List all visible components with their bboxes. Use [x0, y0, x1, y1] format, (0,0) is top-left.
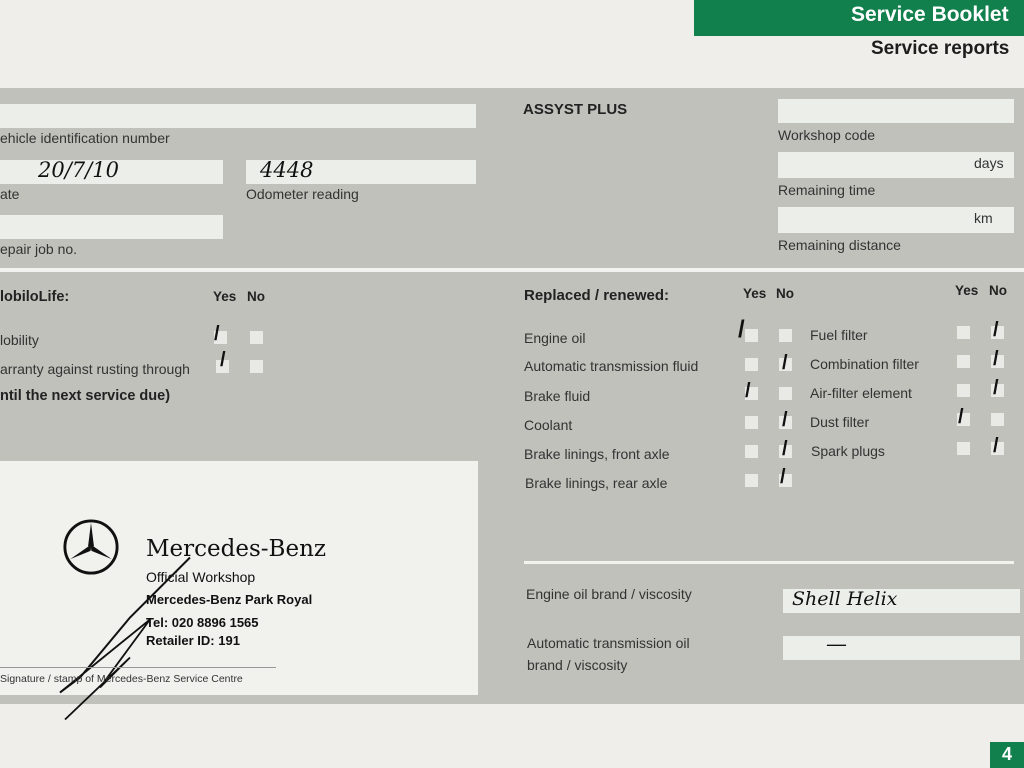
rust-warranty-no-checkbox[interactable] — [250, 360, 263, 373]
vin-field[interactable] — [0, 104, 476, 128]
oil-section-divider — [524, 561, 1014, 564]
atf-no-tick: / — [782, 352, 788, 374]
atf-label: Automatic transmission fluid — [524, 358, 699, 374]
atf-brand-field[interactable] — [783, 636, 1020, 660]
fuel-filter-no-tick: / — [993, 319, 999, 341]
engine-oil-yes-tick: / — [738, 316, 745, 343]
replaced-no-header-left: No — [776, 286, 794, 301]
brake-linings-rear-yes-checkbox[interactable] — [745, 474, 758, 487]
brake-fluid-yes-tick: / — [745, 380, 751, 402]
engine-oil-brand-label: Engine oil brand / viscosity — [526, 586, 692, 602]
mobilolife-no-header: No — [247, 289, 265, 304]
signature-line — [0, 667, 276, 668]
remaining-distance-label: Remaining distance — [778, 237, 901, 253]
assyst-plus-title: ASSYST PLUS — [523, 101, 628, 118]
mobility-yes-tick: / — [214, 323, 220, 345]
brake-linings-rear-label: Brake linings, rear axle — [525, 475, 668, 491]
brake-fluid-no-checkbox[interactable] — [779, 387, 792, 400]
fuel-filter-label: Fuel filter — [810, 327, 868, 343]
service-reports-title: Service reports — [871, 38, 1010, 59]
combination-filter-yes-checkbox[interactable] — [957, 355, 970, 368]
combination-filter-no-tick: / — [993, 348, 999, 370]
service-booklet-title: Service Booklet — [851, 3, 1009, 26]
stamp-brand-name: Mercedes-Benz — [146, 536, 327, 562]
stamp-retailer-id: Retailer ID: 191 — [146, 633, 240, 648]
workshop-code-label: Workshop code — [778, 127, 876, 143]
brake-linings-front-label: Brake linings, front axle — [524, 446, 670, 462]
remaining-time-label: Remaining time — [778, 182, 876, 198]
atf-brand-handwritten: — — [826, 632, 847, 656]
handwritten-signature — [40, 545, 240, 720]
spark-plugs-label: Spark plugs — [811, 443, 885, 459]
stamp-telephone: Tel: 020 8896 1565 — [146, 615, 259, 630]
atf-yes-checkbox[interactable] — [745, 358, 758, 371]
dust-filter-no-checkbox[interactable] — [991, 413, 1004, 426]
workshop-code-field[interactable] — [778, 99, 1014, 123]
coolant-label: Coolant — [524, 417, 573, 433]
stamp-official-workshop: Official Workshop — [146, 569, 256, 585]
combination-filter-label: Combination filter — [810, 356, 919, 372]
replaced-yes-header-right: Yes — [955, 283, 979, 298]
page-number-badge — [990, 742, 1024, 768]
mobility-label: lobility — [0, 332, 39, 348]
odometer-label: Odometer reading — [246, 186, 359, 202]
repair-job-label: epair job no. — [0, 241, 78, 257]
replaced-renewed-title: Replaced / renewed: — [524, 287, 670, 304]
service-booklet-header-bar — [694, 0, 1024, 36]
coolant-yes-checkbox[interactable] — [745, 416, 758, 429]
brake-linings-rear-no-tick: / — [780, 466, 786, 488]
vin-label: ehicle identification number — [0, 130, 170, 146]
dust-filter-yes-tick: / — [958, 406, 964, 428]
mobilolife-title: lobiloLife: — [0, 289, 70, 305]
air-filter-no-tick: / — [993, 377, 999, 399]
odometer-handwritten-value: 4448 — [260, 158, 314, 182]
coolant-no-tick: / — [782, 409, 788, 431]
rust-warranty-yes-tick: / — [220, 349, 226, 371]
replaced-no-header-right: No — [989, 283, 1007, 298]
atf-brand-label-line2: brand / viscosity — [527, 657, 628, 673]
until-next-service-note: ntil the next service due) — [0, 388, 171, 404]
stamp-caption: Signature / stamp of Mercedes-Benz Service Centre — [0, 673, 243, 685]
remaining-time-unit: days — [974, 155, 1004, 171]
air-filter-yes-checkbox[interactable] — [957, 384, 970, 397]
air-filter-label: Air-filter element — [810, 385, 912, 401]
engine-oil-no-checkbox[interactable] — [779, 329, 792, 342]
rust-warranty-label: arranty against rusting through — [0, 361, 190, 377]
brake-linings-front-yes-checkbox[interactable] — [745, 445, 758, 458]
date-label: ate — [0, 186, 20, 202]
spark-plugs-yes-checkbox[interactable] — [957, 442, 970, 455]
mobility-no-checkbox[interactable] — [250, 331, 263, 344]
page-number: 4 — [1002, 744, 1013, 764]
repair-job-field[interactable] — [0, 215, 223, 239]
engine-oil-brand-handwritten: Shell Helix — [792, 588, 898, 610]
date-handwritten-value: 20/7/10 — [38, 158, 119, 182]
replaced-yes-header-left: Yes — [743, 286, 767, 301]
brake-linings-front-no-tick: / — [782, 438, 788, 460]
stamp-dealer-name: Mercedes-Benz Park Royal — [146, 592, 313, 607]
dust-filter-label: Dust filter — [810, 414, 870, 430]
atf-brand-label-line1: Automatic transmission oil — [527, 635, 690, 651]
remaining-distance-unit: km — [974, 210, 993, 226]
engine-oil-yes-checkbox[interactable] — [745, 329, 758, 342]
spark-plugs-no-tick: / — [993, 435, 999, 457]
brake-fluid-label: Brake fluid — [524, 388, 591, 404]
engine-oil-label: Engine oil — [524, 330, 586, 346]
fuel-filter-yes-checkbox[interactable] — [957, 326, 970, 339]
mobilolife-yes-header: Yes — [213, 289, 237, 304]
